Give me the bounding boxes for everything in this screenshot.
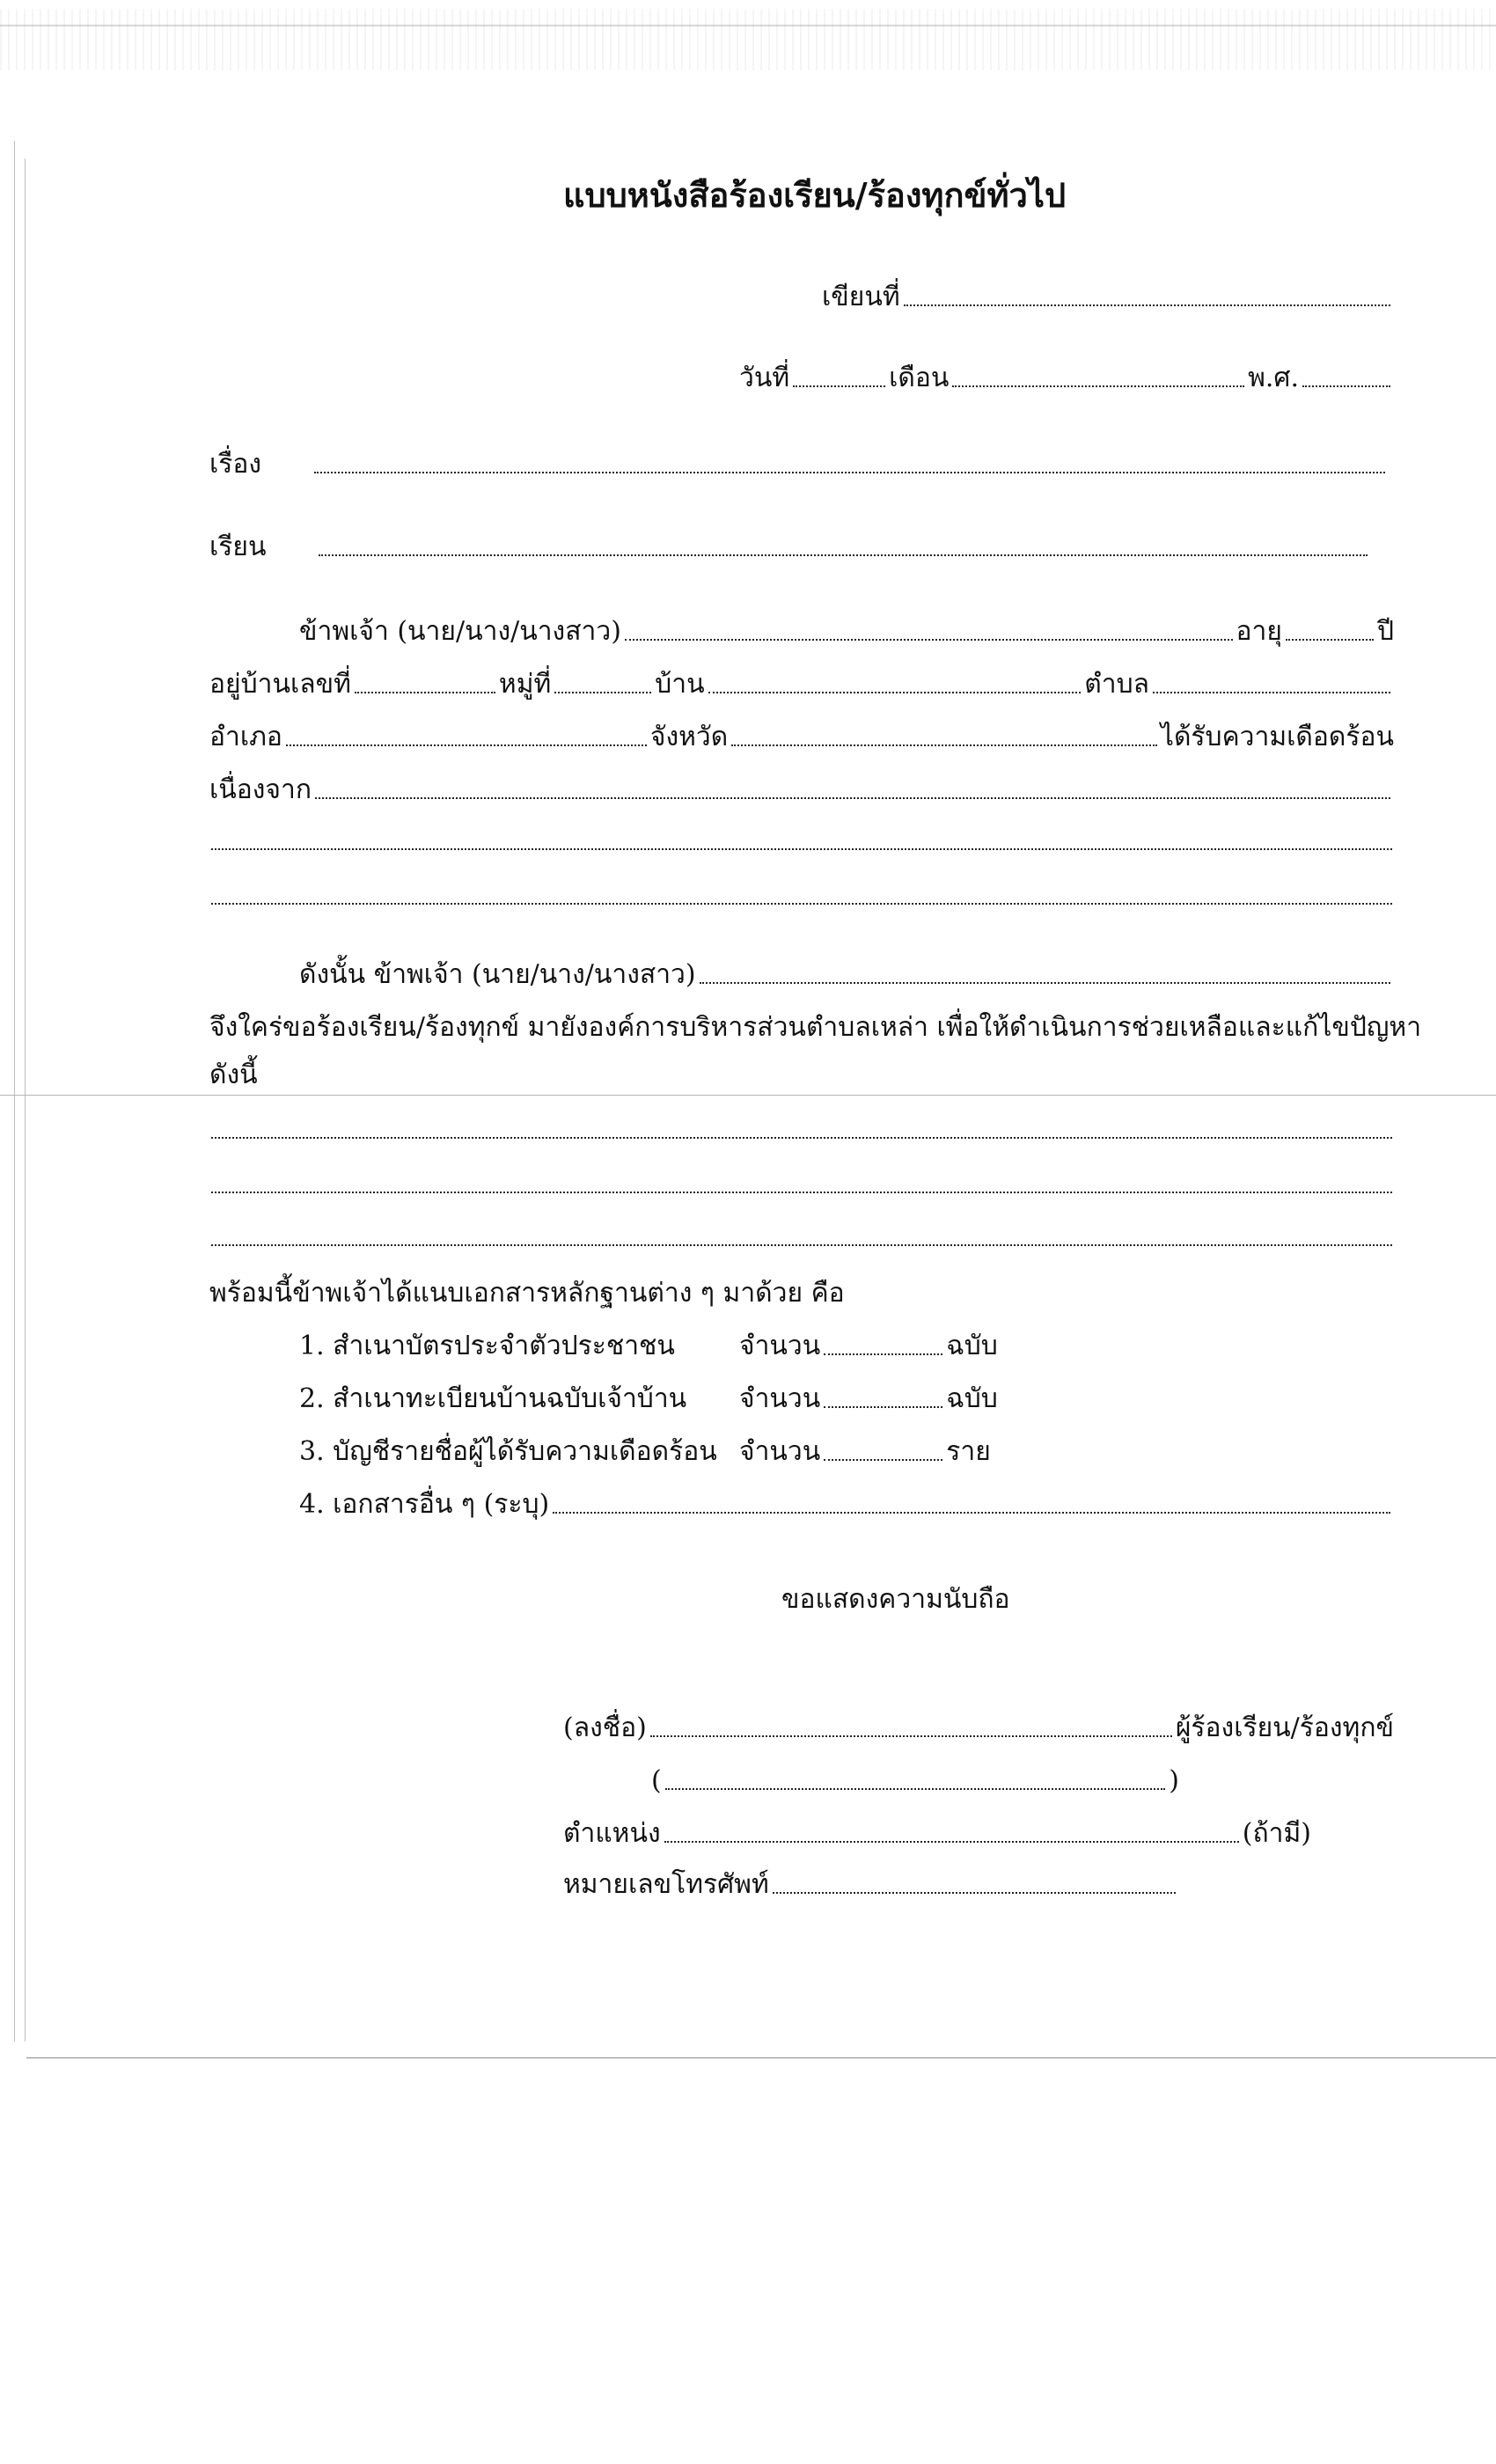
intro-name-label: ข้าพเจ้า (นาย/นาง/นางสาว) bbox=[299, 616, 621, 647]
age-label: อายุ bbox=[1236, 616, 1282, 647]
print-name-row bbox=[651, 1765, 1179, 1797]
doc-item-1-unit: ฉบับ bbox=[946, 1331, 998, 1361]
date-day-blank[interactable] bbox=[793, 385, 885, 387]
village-blank[interactable] bbox=[708, 691, 1082, 693]
written-at-blank[interactable] bbox=[904, 304, 1390, 306]
attached-docs-label: พร้อมนี้ข้าพเจ้าได้แนบเอกสารหลักฐานต่าง ๆ มาด้วย คือ bbox=[209, 1278, 845, 1309]
house-no-blank[interactable] bbox=[355, 691, 495, 693]
subdistrict-label: ตำบล bbox=[1084, 669, 1149, 700]
doc-item-3-unit: ราย bbox=[946, 1436, 991, 1467]
scan-edge-bottom bbox=[26, 2057, 1496, 2058]
district-row bbox=[209, 722, 1394, 753]
doc-item-3 bbox=[299, 1436, 1003, 1468]
written-at-label: เขียนที่ bbox=[822, 282, 900, 312]
doc-item-2-qty: จำนวน bbox=[739, 1383, 821, 1414]
age-blank[interactable] bbox=[1286, 638, 1374, 641]
suffered-label: ได้รับความเดือดร้อน bbox=[1160, 722, 1394, 752]
name-row bbox=[299, 616, 1394, 648]
issue-line-1[interactable] bbox=[211, 1137, 1392, 1139]
doc-item-3-label: 3. บัญชีรายชื่อผู้ได้รับความเดือดร้อน bbox=[299, 1436, 717, 1467]
phone-blank[interactable] bbox=[773, 1891, 1176, 1894]
year-unit: ปี bbox=[1376, 616, 1394, 647]
because-line-2[interactable] bbox=[211, 848, 1392, 850]
scan-edge-left-2 bbox=[25, 158, 26, 2042]
doc-item-1-blank[interactable] bbox=[824, 1353, 942, 1355]
because-label: เนื่องจาก bbox=[209, 774, 312, 805]
phone-row bbox=[563, 1869, 1179, 1901]
doc-item-1-label: 1. สำเนาบัตรประจำตัวประชาชน bbox=[299, 1331, 675, 1361]
regards-label: ขอแสดงความนับถือ bbox=[781, 1584, 1010, 1615]
paren-open: ( bbox=[651, 1765, 662, 1796]
scan-edge-left bbox=[14, 141, 15, 2042]
doc-item-3-qty: จำนวน bbox=[739, 1436, 821, 1467]
as-follows-label: ดังนี้ bbox=[209, 1060, 258, 1090]
date-year-blank[interactable] bbox=[1302, 385, 1390, 387]
district-label: อำเภอ bbox=[209, 722, 282, 752]
doc-item-4-blank[interactable] bbox=[553, 1511, 1390, 1514]
village-no-label: หมู่ที่ bbox=[498, 669, 552, 700]
if-any-label: (ถ้ามี) bbox=[1242, 1818, 1311, 1849]
request-line: จึงใคร่ขอร้องเรียน/ร้องทุกข์ มายังองค์การบริหารส่วนตำบลเหล่า เพื่อให้ดำเนินการช่วยเหลือและแก้ไขปัญหา bbox=[209, 1012, 1422, 1043]
sign-label: (ลงชื่อ) bbox=[563, 1712, 647, 1743]
doc-item-4-label: 4. เอกสารอื่น ๆ (ระบุ) bbox=[299, 1489, 550, 1520]
date-row bbox=[739, 363, 1394, 394]
name-blank[interactable] bbox=[625, 638, 1233, 641]
written-at-row bbox=[822, 282, 1394, 313]
date-year-label: พ.ศ. bbox=[1248, 363, 1299, 393]
issue-line-3[interactable] bbox=[211, 1244, 1392, 1246]
district-blank[interactable] bbox=[286, 744, 647, 746]
province-blank[interactable] bbox=[731, 744, 1157, 746]
doc-item-4 bbox=[299, 1489, 1394, 1521]
doc-item-2 bbox=[299, 1383, 1003, 1415]
therefore-label: ดังนั้น ข้าพเจ้า (นาย/นาง/นางสาว) bbox=[299, 959, 696, 990]
because-line-3[interactable] bbox=[211, 903, 1392, 905]
doc-item-1 bbox=[299, 1331, 1003, 1362]
village-label: บ้าน bbox=[655, 669, 705, 700]
house-no-label: อยู่บ้านเลขที่ bbox=[209, 669, 351, 700]
subject-row bbox=[209, 449, 1389, 480]
subdistrict-blank[interactable] bbox=[1153, 691, 1390, 693]
doc-item-3-blank[interactable] bbox=[824, 1458, 942, 1461]
doc-item-2-blank[interactable] bbox=[824, 1405, 942, 1408]
to-blank[interactable] bbox=[319, 554, 1368, 556]
address-row bbox=[209, 669, 1394, 700]
subject-blank[interactable] bbox=[314, 471, 1385, 473]
signature-blank[interactable] bbox=[650, 1734, 1172, 1737]
phone-label: หมายเลขโทรศัพท์ bbox=[563, 1869, 769, 1900]
subject-label: เรื่อง bbox=[209, 449, 262, 480]
print-name-blank[interactable] bbox=[665, 1787, 1166, 1790]
position-label: ตำแหน่ง bbox=[563, 1818, 661, 1849]
page-title: แบบหนังสือร้องเรียน/ร้องทุกข์ทั่วไป bbox=[563, 175, 1067, 215]
position-row bbox=[563, 1818, 1311, 1850]
province-label: จังหวัด bbox=[649, 722, 729, 752]
village-no-blank[interactable] bbox=[554, 691, 651, 693]
to-row bbox=[209, 532, 1371, 563]
date-month-blank[interactable] bbox=[952, 385, 1244, 387]
paren-close: ) bbox=[1169, 1765, 1179, 1796]
scan-noise-line bbox=[0, 25, 1496, 26]
date-day-label: วันที่ bbox=[739, 363, 790, 393]
complainant-label: ผู้ร้องเรียน/ร้องทุกข์ bbox=[1175, 1712, 1394, 1743]
doc-item-2-unit: ฉบับ bbox=[946, 1383, 998, 1414]
doc-item-1-qty: จำนวน bbox=[739, 1331, 821, 1361]
position-blank[interactable] bbox=[664, 1840, 1239, 1843]
because-blank[interactable] bbox=[315, 796, 1390, 799]
date-month-label: เดือน bbox=[889, 363, 950, 393]
issue-line-2[interactable] bbox=[211, 1192, 1392, 1193]
to-label: เรียน bbox=[209, 532, 267, 562]
therefore-row bbox=[299, 959, 1394, 991]
because-row bbox=[209, 774, 1394, 806]
doc-item-2-label: 2. สำเนาทะเบียนบ้านฉบับเจ้าบ้าน bbox=[299, 1383, 687, 1414]
scan-noise-top bbox=[0, 9, 1496, 70]
scan-fold-line bbox=[0, 1095, 1496, 1096]
signature-row bbox=[563, 1712, 1394, 1744]
therefore-name-blank[interactable] bbox=[700, 981, 1390, 984]
